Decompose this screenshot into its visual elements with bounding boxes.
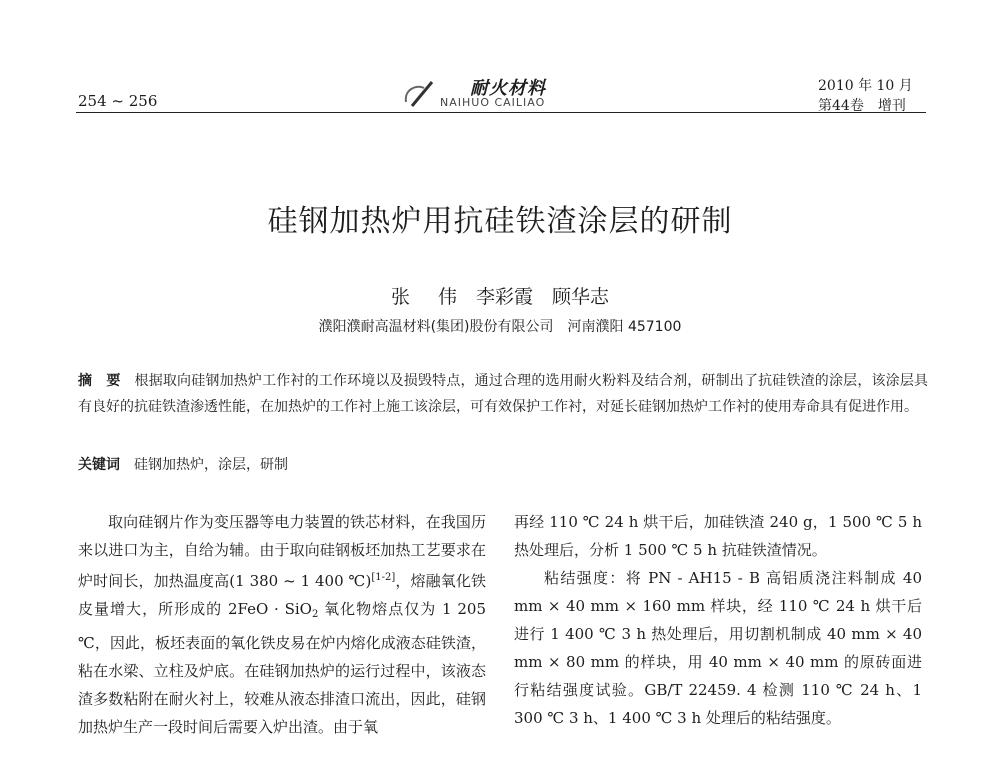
journal-name-cn: 耐火材料 [470,78,546,99]
paragraph [78,508,486,741]
header-divider [76,112,926,113]
body-column-right [514,508,922,732]
citation-ref: [1-2] [371,572,396,583]
abstract-text: 根据取向硅钢加热炉工作衬的工作环境以及损毁特点，通过合理的选用耐火粉料及结合剂，研制出了抗硅铁渣的涂层，该涂层具有良好的抗硅铁渣渗透性能，在加热炉的工作衬上施工该涂层，可有效保护工作衬，对延长硅钢加热炉工作衬的使用寿命具有促进作用。 [78,373,929,415]
issue-info [818,76,913,116]
journal-name-en: NAIHUO CAILIAO [440,96,546,109]
paragraph-text: ，熔融氧化铁皮量增大，所形成的 2FeO · SiO [78,572,486,618]
issue-date: 2010 年 10 月 [818,78,913,94]
paragraph: 粘结强度：将 PN - AH15 - B 高铝质浇注料制成 40 mm × 40 mm × 160 mm 样块，经 110 ℃ 24 h 烘干后进行 1 400 ℃ 3 h 热处理后，用切割机制成 40 mm × 40 mm × 80 mm 的样块，用 40 mm × 40 mm 的原砖面进行粘结强度试验。GB/T 22459. 4 检测 110 ℃ 24 h、1 300 ℃ 3 h、1 400 ℃ 3 h 处理后的粘结强度。 [514,569,922,727]
body-column-left [78,508,486,741]
article-title: 硅钢加热炉用抗硅铁渣涂层的研制 [267,204,733,239]
paragraph-text: 取向硅钢片作为变压器等电力装置的铁芯材料，在我国历来以进口为主，自给为辅。由于取向硅钢板坯加热工艺要求在炉时间长，加热温度高(1 380 ~ 1 400 ℃) [78,513,486,590]
paragraph-text: 氧化物熔点仅为 1 205 ℃，因此，板坯表面的氧化铁皮易在炉内熔化成液态硅铁渣，粘在水梁、立柱及炉底。在硅钢加热炉的运行过程中，该液态渣多数粘附在耐火衬上，较难从液态排渣口流出，因此，硅钢加热炉生产一段时间后需要入炉出渣。由于氧 [78,600,487,736]
subscript: 2 [311,609,319,620]
article-affiliation: 濮阳濮耐高温材料(集团)股份有限公司 河南濮阳 457100 [318,319,682,335]
keywords-label: 关键词 [78,457,120,473]
keywords [78,452,928,478]
journal-logo-icon [402,80,436,110]
paragraph: 再经 110 ℃ 24 h 烘干后，加硅铁渣 240 g，1 500 ℃ 5 h热处理后，分析 1 500 ℃ 5 h 抗硅铁渣情况。 [514,513,922,559]
keywords-text: 硅钢加热炉，涂层，研制 [134,457,288,473]
abstract [78,368,928,420]
page-range: 254 ~ 256 [78,92,158,110]
issue-volume: 第44卷 增刊 [818,98,906,114]
journal-logo [402,74,602,116]
abstract-label: 摘 要 [78,373,121,389]
article-authors: 张 伟 李彩霞 顾华志 [390,286,610,308]
